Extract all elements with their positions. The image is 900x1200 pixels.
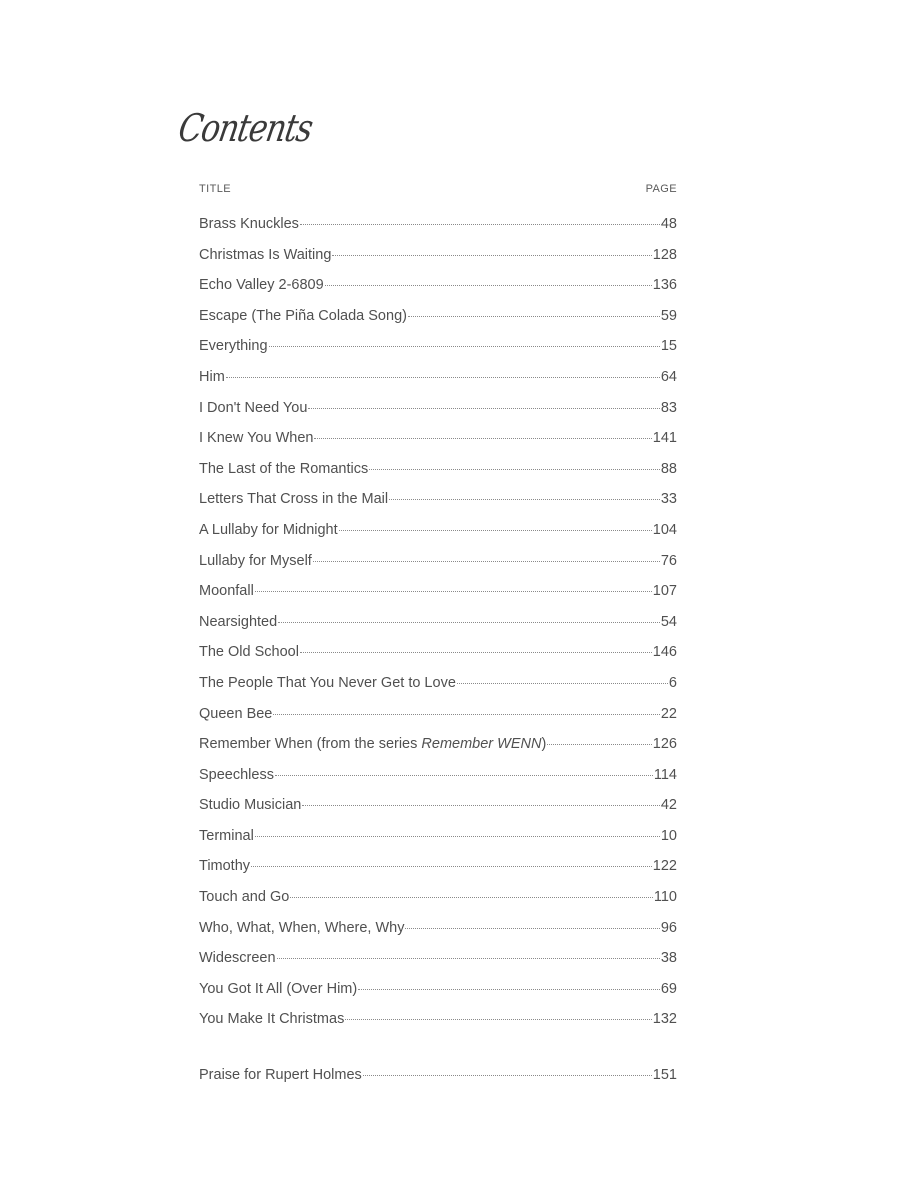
toc-entry[interactable] xyxy=(199,1011,677,1042)
toc-entry-title: Touch and Go xyxy=(199,889,290,906)
title-column-header: TITLE xyxy=(199,183,231,195)
toc-entry-title: Terminal xyxy=(199,827,254,844)
toc-entry-page: 15 xyxy=(660,338,677,355)
toc-entry-title-suffix: ) xyxy=(541,736,547,753)
toc-entry-page: 104 xyxy=(652,521,677,538)
toc-entry-page: 64 xyxy=(660,368,677,385)
toc-entry-page: 6 xyxy=(668,674,677,691)
toc-entry-title: The Last of the Romantics xyxy=(199,460,369,477)
toc-entry-title: Echo Valley 2-6809 xyxy=(199,277,324,294)
toc-entry[interactable] xyxy=(199,889,677,920)
toc-entry-page: 141 xyxy=(652,430,677,447)
toc-entry-page: 107 xyxy=(652,583,677,600)
toc-entry-title: Queen Bee xyxy=(199,705,273,722)
toc-entry-title: Studio Musician xyxy=(199,797,302,814)
toc-entry-page: 10 xyxy=(660,827,677,844)
dot-leader xyxy=(300,652,652,653)
dot-leader xyxy=(332,255,651,256)
toc-entry-page: 76 xyxy=(660,552,677,569)
toc-entry-page: 22 xyxy=(660,705,677,722)
toc-entry-title: You Got It All (Over Him) xyxy=(199,980,358,997)
toc-entry-page: 59 xyxy=(660,307,677,324)
toc-entry-title: I Knew You When xyxy=(199,430,314,447)
toc-entry-title: Nearsighted xyxy=(199,613,278,630)
toc-entry[interactable] xyxy=(199,644,677,675)
toc-entry[interactable] xyxy=(199,828,677,859)
dot-leader xyxy=(290,897,653,898)
dot-leader xyxy=(308,408,659,409)
toc-entry[interactable] xyxy=(199,736,677,767)
toc-entry[interactable] xyxy=(199,950,677,981)
dot-leader xyxy=(405,928,659,929)
toc-entry-title: I Don't Need You xyxy=(199,399,308,416)
toc-entry-page: 42 xyxy=(660,797,677,814)
toc-entry-title-italic: Remember WENN xyxy=(421,736,542,753)
dot-leader xyxy=(363,1075,652,1076)
toc-entry-title: A Lullaby for Midnight xyxy=(199,521,338,538)
toc-entry[interactable] xyxy=(199,400,677,431)
toc-entry[interactable] xyxy=(199,461,677,492)
toc-entry-title: Christmas Is Waiting xyxy=(199,246,332,263)
page-title: Contents xyxy=(175,106,316,150)
toc-entry-page: 146 xyxy=(652,644,677,661)
table-of-contents xyxy=(199,216,677,1042)
dot-leader xyxy=(408,316,660,317)
dot-leader xyxy=(275,775,653,776)
toc-entry-praise[interactable] xyxy=(199,1067,677,1098)
toc-entry[interactable] xyxy=(199,491,677,522)
dot-leader xyxy=(457,683,668,684)
toc-entry-title: Speechless xyxy=(199,766,274,783)
toc-entry-page: 114 xyxy=(653,766,677,783)
page-column-header: PAGE xyxy=(645,183,677,195)
toc-entry[interactable] xyxy=(199,247,677,278)
toc-entry[interactable] xyxy=(199,675,677,706)
column-headers xyxy=(199,183,677,197)
toc-entry-title: Letters That Cross in the Mail xyxy=(199,491,389,508)
toc-entry-page: 96 xyxy=(660,919,677,936)
toc-entry-page: 128 xyxy=(652,246,677,263)
toc-entry-title: Everything xyxy=(199,338,268,355)
toc-entry[interactable] xyxy=(199,338,677,369)
toc-entry-title: Who, What, When, Where, Why xyxy=(199,919,405,936)
extra-section xyxy=(199,1067,677,1098)
toc-entry-page: 83 xyxy=(660,399,677,416)
toc-entry-title: You Make It Christmas xyxy=(199,1011,345,1028)
dot-leader xyxy=(300,224,660,225)
toc-entry[interactable] xyxy=(199,216,677,247)
toc-entry[interactable] xyxy=(199,583,677,614)
dot-leader xyxy=(255,591,652,592)
toc-entry[interactable] xyxy=(199,920,677,951)
dot-leader xyxy=(358,989,660,990)
toc-entry-page: 122 xyxy=(652,858,677,875)
dot-leader xyxy=(273,714,659,715)
dot-leader xyxy=(277,958,660,959)
dot-leader xyxy=(226,377,660,378)
toc-entry-page: 38 xyxy=(660,950,677,967)
toc-entry[interactable] xyxy=(199,981,677,1012)
toc-entry[interactable] xyxy=(199,706,677,737)
toc-entry-title: Escape (The Piña Colada Song) xyxy=(199,307,407,324)
toc-entry[interactable] xyxy=(199,767,677,798)
dot-leader xyxy=(345,1019,651,1020)
toc-entry[interactable] xyxy=(199,369,677,400)
toc-entry-page: 48 xyxy=(660,216,677,232)
toc-entry-page: 69 xyxy=(660,980,677,997)
dot-leader xyxy=(325,285,652,286)
dot-leader xyxy=(369,469,660,470)
toc-entry-page: 110 xyxy=(653,889,677,906)
toc-entry[interactable] xyxy=(199,614,677,645)
toc-entry-page: 136 xyxy=(652,277,677,294)
toc-entry[interactable] xyxy=(199,308,677,339)
toc-entry-page: 33 xyxy=(660,491,677,508)
toc-entry-title: Him xyxy=(199,368,225,385)
dot-leader xyxy=(255,836,660,837)
toc-entry[interactable] xyxy=(199,430,677,461)
toc-entry[interactable] xyxy=(199,858,677,889)
toc-entry-page: 54 xyxy=(660,613,677,630)
toc-entry[interactable] xyxy=(199,522,677,553)
toc-entry-page: 132 xyxy=(652,1011,677,1028)
toc-entry-title: Timothy xyxy=(199,858,251,875)
toc-entry[interactable] xyxy=(199,277,677,308)
toc-entry-title: Widescreen xyxy=(199,950,276,967)
toc-entry-title: Lullaby for Myself xyxy=(199,552,312,569)
dot-leader xyxy=(313,561,660,562)
toc-entry[interactable] xyxy=(199,797,677,828)
toc-entry-page: 151 xyxy=(652,1067,677,1083)
toc-entry-title: Moonfall xyxy=(199,583,254,600)
toc-entry-title xyxy=(199,736,546,752)
dot-leader xyxy=(339,530,652,531)
dot-leader xyxy=(269,346,660,347)
dot-leader xyxy=(389,499,660,500)
toc-entry-title: Praise for Rupert Holmes xyxy=(199,1067,362,1083)
toc-entry-page: 126 xyxy=(652,736,677,753)
dot-leader xyxy=(547,744,652,745)
dot-leader xyxy=(251,866,652,867)
toc-entry-title: The People That You Never Get to Love xyxy=(199,674,456,691)
toc-entry-title: Brass Knuckles xyxy=(199,216,299,232)
toc-entry-page: 88 xyxy=(660,460,677,477)
dot-leader xyxy=(302,805,660,806)
dot-leader xyxy=(314,438,651,439)
toc-entry-title-text: Remember When (from the series xyxy=(199,736,422,753)
dot-leader xyxy=(278,622,660,623)
toc-entry-title: The Old School xyxy=(199,644,299,661)
toc-entry[interactable] xyxy=(199,553,677,584)
